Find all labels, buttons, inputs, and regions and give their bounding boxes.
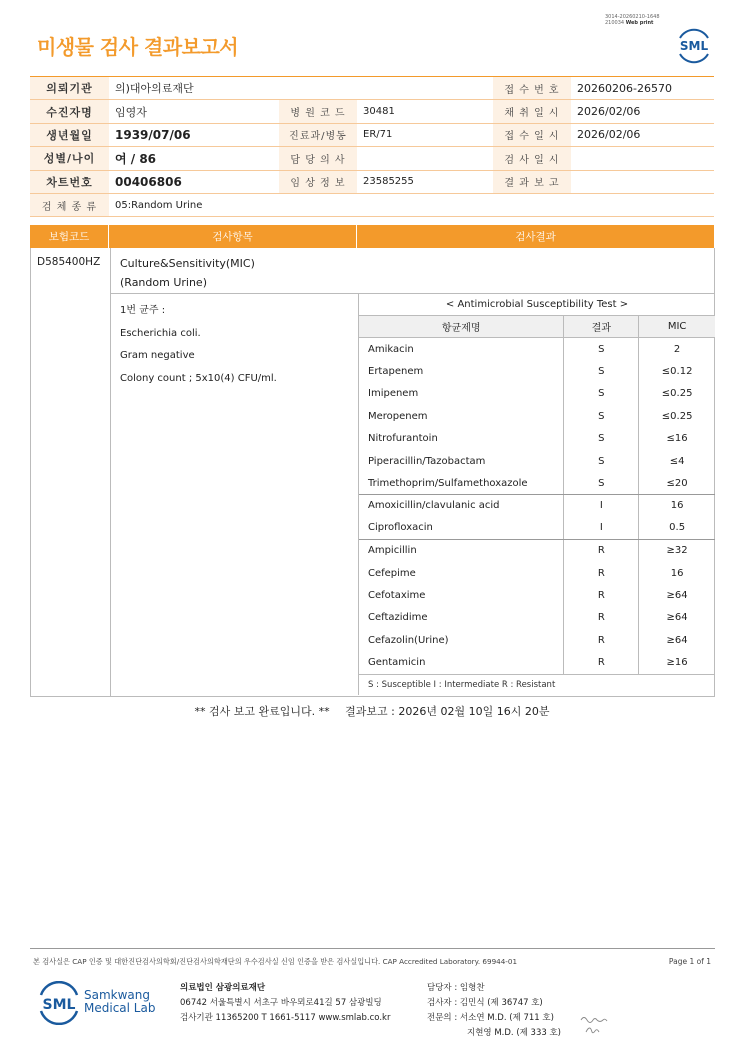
drug-mic: ≤0.25 <box>638 383 715 405</box>
label-physician: 담 당 의 사 <box>279 147 357 170</box>
drug-name: Amikacin <box>368 343 414 355</box>
table-row <box>359 562 715 584</box>
drug-mic: ≥64 <box>638 607 715 629</box>
organism-label: 1번 균주 : <box>120 305 166 316</box>
info-row <box>30 77 714 100</box>
value-collection-date: 2026/02/06 <box>571 100 714 123</box>
staff-role: 전문의 : <box>427 1013 458 1023</box>
drug-mic: ≤16 <box>638 428 715 450</box>
table-row <box>359 584 715 606</box>
gram-stain: Gram negative <box>120 350 195 361</box>
drug-name: Gentamicin <box>368 657 426 669</box>
label-test-date: 검 사 일 시 <box>493 147 571 170</box>
label-clinical-info: 임 상 정 보 <box>279 170 357 193</box>
label-requesting-org: 의뢰기관 <box>30 77 109 100</box>
drug-name: Cefazolin(Urine) <box>368 634 449 646</box>
susceptibility-table <box>358 293 715 695</box>
value-requesting-org: 의)대아의료재단 <box>109 77 279 100</box>
drug-result: R <box>563 651 638 673</box>
ast-title: < Antimicrobial Susceptibility Test > <box>359 293 715 316</box>
drug-result: S <box>563 405 638 427</box>
results-header <box>30 225 715 248</box>
brand-name-line1: Samkwang <box>84 988 150 1002</box>
drug-mic: 16 <box>638 562 715 584</box>
drug-result: R <box>563 584 638 606</box>
value-specimen-type: 05:Random Urine <box>109 193 714 216</box>
label-collection-date: 채 취 일 시 <box>493 100 571 123</box>
test-name-line1: Culture&Sensitivity(MIC) <box>120 257 255 270</box>
insurance-code: D585400HZ <box>37 256 101 268</box>
staff-name: 지현영 M.D. (제 333 호) <box>467 1028 562 1038</box>
drug-name: Ciprofloxacin <box>368 522 433 534</box>
label-receipt-number: 접 수 번 호 <box>493 77 571 100</box>
value-chart-number: 00406806 <box>109 170 279 193</box>
drug-mic: ≤0.12 <box>638 360 715 382</box>
drug-name: Trimethoprim/Sulfamethoxazole <box>368 477 528 489</box>
drug-name: Nitrofurantoin <box>368 433 438 445</box>
info-row <box>30 147 714 170</box>
drug-result: S <box>563 450 638 472</box>
col-result: 결과 <box>563 316 638 337</box>
staff-name: 김민식 (제 36747 호) <box>459 998 543 1008</box>
staff-name: 서소연 M.D. (제 711 호) <box>459 1013 554 1023</box>
ast-legend: S : Susceptible I : Intermediate R : Resistant <box>359 674 715 695</box>
header-test-item: 검사항목 <box>109 225 357 248</box>
drug-result: S <box>563 338 638 360</box>
table-row <box>359 651 715 673</box>
brand-name <box>84 989 155 1014</box>
staff-info <box>427 981 561 1041</box>
org-name: 의료법인 삼광의료재단 <box>180 983 266 993</box>
table-row <box>359 607 715 629</box>
staff-role: 검사자 : <box>427 998 458 1008</box>
results-section <box>30 225 715 697</box>
sml-logo-icon <box>675 26 713 64</box>
drug-mic: ≥32 <box>638 540 715 562</box>
drug-mic: ≥64 <box>638 584 715 606</box>
drug-result: S <box>563 360 638 382</box>
value-hospital-code: 30481 <box>357 100 493 123</box>
drug-result: I <box>563 495 638 517</box>
colony-count: Colony count ; 5x10(4) CFU/ml. <box>120 372 277 384</box>
table-row <box>359 360 715 382</box>
drug-name: Ampicillin <box>368 545 417 557</box>
table-row <box>359 472 715 494</box>
staff-name: 임형찬 <box>459 983 485 993</box>
drug-mic: ≥64 <box>638 629 715 651</box>
info-row <box>30 100 714 123</box>
organism-name: Escherichia coli. <box>120 327 201 339</box>
drug-mic: ≤20 <box>638 472 715 493</box>
drug-name: Ceftazidime <box>368 612 428 624</box>
drug-mic: ≥16 <box>638 651 715 673</box>
drug-mic: 2 <box>638 338 715 360</box>
label-patient-name: 수진자명 <box>30 100 109 123</box>
drug-mic: ≤0.25 <box>638 405 715 427</box>
header-insurance-code: 보험코드 <box>30 225 109 248</box>
label-chart-number: 차트번호 <box>30 170 109 193</box>
brand-name-line2: Medical Lab <box>84 1000 156 1015</box>
table-row <box>359 517 715 539</box>
drug-result: S <box>563 383 638 405</box>
drug-name: Cefepime <box>368 567 416 579</box>
col-drug: 항균제명 <box>441 323 481 334</box>
info-row <box>30 123 714 146</box>
document-id <box>605 14 660 26</box>
drug-mic: ≤4 <box>638 450 715 472</box>
drug-result: R <box>563 629 638 651</box>
value-sex-age: 여 / 86 <box>109 147 279 170</box>
drug-result: R <box>563 540 638 562</box>
value-patient-name: 임영자 <box>109 100 279 123</box>
org-contact: 검사기관 11365200 T 1661-5117 www.smlab.co.kr <box>180 1013 391 1023</box>
table-row <box>359 405 715 427</box>
test-name-line2: (Random Urine) <box>120 276 207 289</box>
drug-name: Ertapenem <box>368 366 424 378</box>
label-hospital-code: 병 원 코 드 <box>279 100 357 123</box>
value-receipt-number: 20260206-26570 <box>571 77 714 100</box>
patient-info-table <box>30 76 714 217</box>
table-row <box>359 383 715 405</box>
label-sex-age: 성별/나이 <box>30 147 109 170</box>
table-row <box>359 450 715 472</box>
doc-id-line2: 210034 <box>605 20 625 26</box>
staff-role: 담당자 : <box>427 983 458 993</box>
drug-result: S <box>563 472 638 493</box>
report-time-text: 결과보고 : 2026년 02월 10일 16시 20분 <box>345 705 550 718</box>
samkwang-logo-icon <box>37 981 81 1025</box>
table-row <box>359 540 715 562</box>
drug-name: Imipenem <box>368 388 419 400</box>
drug-result: R <box>563 562 638 584</box>
page-number: Page 1 of 1 <box>668 957 711 966</box>
label-specimen-type: 검 체 종 류 <box>30 193 109 216</box>
value-receipt-date: 2026/02/06 <box>571 123 714 146</box>
value-test-date <box>571 147 714 170</box>
drug-name: Piperacillin/Tazobactam <box>368 455 486 467</box>
value-result-report <box>571 170 714 193</box>
drug-result: R <box>563 607 638 629</box>
drug-name: Meropenem <box>368 410 428 422</box>
col-mic: MIC <box>638 316 715 337</box>
drug-name: Amoxicillin/clavulanic acid <box>368 500 500 512</box>
org-address: 06742 서울특별시 서초구 바우뫼로41길 57 삼광빌딩 <box>180 998 382 1008</box>
organism-info <box>120 300 277 390</box>
label-receipt-date: 접 수 일 시 <box>493 123 571 146</box>
accreditation-note: 본 검사실은 CAP 인증 및 대한진단검사의학회/진단검사의학재단의 우수검사실 신임 인증을 받은 검사실입니다. CAP Accredited Laboratory. 69944-01 <box>33 957 518 966</box>
table-row <box>359 428 715 450</box>
info-row <box>30 193 714 216</box>
drug-mic: 16 <box>638 495 715 517</box>
label-result-report: 결 과 보 고 <box>493 170 571 193</box>
table-row <box>359 495 715 517</box>
drug-mic: 0.5 <box>638 517 715 538</box>
value-birth-date: 1939/07/06 <box>109 123 279 146</box>
info-row <box>30 170 714 193</box>
drug-result: I <box>563 517 638 538</box>
signature-icon <box>578 1012 614 1038</box>
table-row <box>359 338 715 360</box>
logo-text: SML <box>679 39 709 53</box>
drug-result: S <box>563 428 638 450</box>
footer-divider <box>30 948 715 949</box>
value-department: ER/71 <box>357 123 493 146</box>
results-body <box>30 248 715 697</box>
web-print-label: Web print <box>625 20 654 26</box>
doc-id-line1: 3014-20260210-1648 <box>605 14 660 20</box>
organization-info <box>180 981 390 1026</box>
page-title: 미생물 검사 결과보고서 <box>37 35 239 59</box>
completion-line <box>0 703 744 719</box>
drug-name: Cefotaxime <box>368 589 426 601</box>
header-test-result: 검사결과 <box>357 225 715 248</box>
report-complete-text: ** 검사 보고 완료입니다. ** <box>194 705 330 718</box>
test-name <box>120 254 255 292</box>
footer-logo-text: SML <box>42 997 76 1013</box>
table-row <box>359 629 715 651</box>
label-birth-date: 생년월일 <box>30 123 109 146</box>
value-physician <box>357 147 493 170</box>
ast-column-header <box>359 316 715 338</box>
value-clinical-info: 23585255 <box>357 170 493 193</box>
label-department: 진료과/병동 <box>279 123 357 146</box>
